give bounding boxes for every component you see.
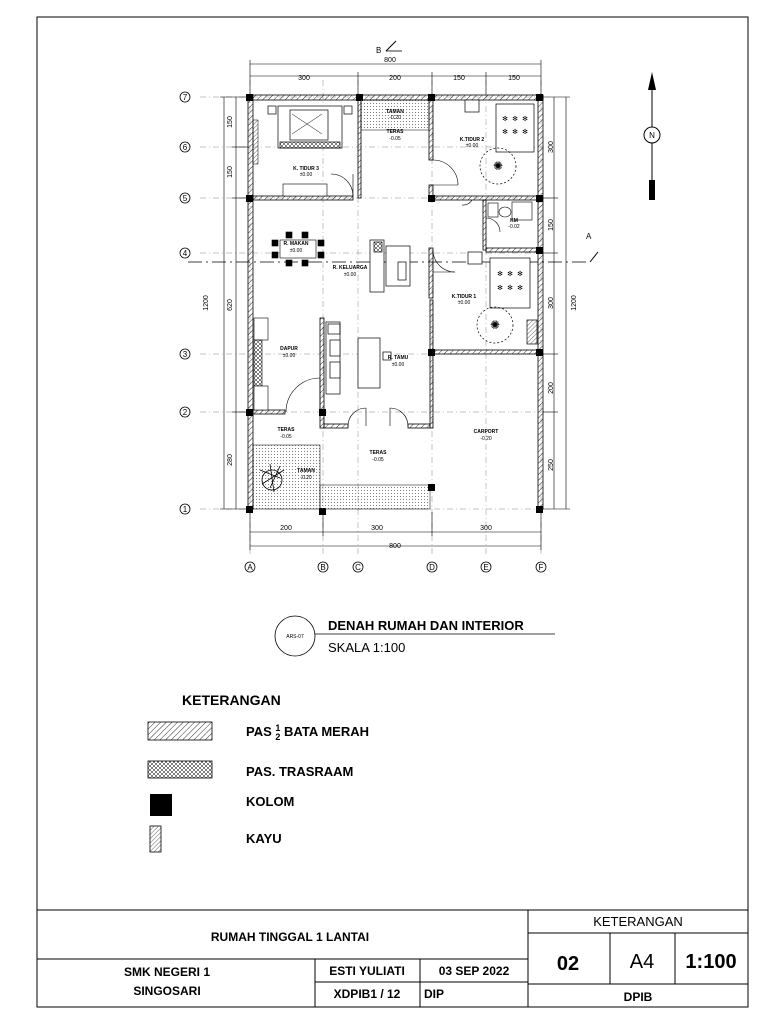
legend-item-trasraam: PAS. TRASRAAM (246, 764, 354, 779)
svg-text:-0.05: -0.05 (389, 136, 401, 142)
svg-text:-0.20: -0.20 (389, 115, 401, 121)
dim-left-total: 1200 (203, 295, 210, 311)
grid-col-d (427, 562, 437, 572)
dims-left (203, 97, 248, 509)
room-teras-left: TERAS (277, 427, 295, 433)
grid-row-2 (180, 407, 190, 417)
north-label: N (649, 131, 655, 140)
room-teras-front: TERAS (369, 450, 387, 456)
dim-bottom-1: 200 (280, 525, 292, 532)
dim-right-e: 250 (548, 459, 555, 471)
plan-title: DENAH RUMAH DAN INTERIOR (328, 618, 524, 633)
section-b-label: B (376, 46, 382, 55)
svg-text:2: 2 (182, 408, 188, 417)
svg-text:-0.05: -0.05 (280, 434, 292, 440)
svg-text:1: 1 (182, 505, 188, 514)
section-a-label: A (586, 232, 592, 241)
legend-swatch-kayu (150, 826, 161, 852)
svg-text:3: 3 (182, 350, 188, 359)
dim-right-b: 150 (548, 219, 555, 231)
svg-text:-0.05: -0.05 (372, 457, 384, 463)
legend-swatch-brick (148, 722, 212, 740)
svg-text:-0.02: -0.02 (508, 224, 520, 230)
tb-sheet-no: 02 (556, 953, 580, 975)
dims-right (543, 97, 578, 509)
tb-header: KETERANGAN (593, 914, 683, 929)
svg-text:✻: ✻ (512, 129, 518, 136)
floor-plan (246, 94, 543, 515)
grid-col-a (245, 562, 255, 572)
svg-text:F: F (538, 563, 544, 572)
sheet-border (37, 17, 748, 1007)
svg-text:±0.00: ±0.00 (465, 143, 479, 149)
dims-top (250, 57, 541, 94)
grid-row-4 (180, 248, 190, 258)
bed-tidur-3 (268, 106, 352, 148)
svg-text:✻: ✻ (497, 285, 503, 292)
dim-top-2: 200 (389, 75, 401, 82)
dim-right-d: 200 (548, 382, 555, 394)
dim-bottom-total: 800 (389, 543, 401, 550)
dim-bottom-3: 300 (480, 525, 492, 532)
legend-swatch-trasraam (148, 761, 212, 778)
svg-text:4: 4 (182, 249, 188, 258)
svg-text:✻: ✻ (502, 116, 508, 123)
tb-date: 03 SEP 2022 (438, 964, 510, 978)
svg-text:A: A (247, 563, 253, 572)
dim-top-total: 800 (384, 57, 396, 64)
svg-text:✻: ✻ (517, 271, 523, 278)
grid-row-3 (180, 349, 190, 359)
tb-paper: A4 (629, 951, 655, 973)
legend-item-kolom: KOLOM (246, 794, 295, 809)
dim-bottom-2: 300 (371, 525, 383, 532)
dims-bottom (250, 512, 541, 550)
dim-top-4: 150 (508, 75, 520, 82)
grid-col-b (318, 562, 328, 572)
svg-text:C: C (355, 563, 361, 572)
tb-project: RUMAH TINGGAL 1 LANTAI (210, 930, 370, 944)
legend-item-kayu: KAYU (246, 831, 282, 846)
grid-row-7 (180, 92, 190, 102)
family-sofa (370, 240, 410, 292)
desk-tidur-3 (253, 120, 258, 164)
wardrobe-tidur-3 (283, 184, 327, 196)
room-k-tidur-1: K.TIDUR 1 (451, 294, 477, 300)
tb-school-line1: SMK NEGERI 1 (123, 965, 211, 979)
dim-left-c: 620 (227, 299, 234, 311)
svg-text:-0.20: -0.20 (300, 475, 312, 481)
dim-top-1: 300 (298, 75, 310, 82)
dim-left-a: 150 (227, 116, 234, 128)
north-arrow (644, 72, 660, 200)
svg-text:D: D (429, 563, 435, 572)
dim-right-c: 300 (548, 297, 555, 309)
plan-caption (275, 616, 555, 656)
dim-right-total: 1200 (571, 295, 578, 311)
svg-text:✻: ✻ (497, 271, 503, 278)
grid-row-5 (180, 193, 190, 203)
svg-text:✻: ✻ (507, 271, 513, 278)
room-k-tidur-3: K. TIDUR 3 (293, 166, 319, 172)
svg-text:✻: ✻ (512, 116, 518, 123)
room-km: KM (510, 218, 518, 224)
svg-text:✻: ✻ (507, 285, 513, 292)
svg-text:✺: ✺ (492, 159, 504, 173)
dim-top-3: 150 (453, 75, 465, 82)
room-teras-top: TERAS (386, 129, 404, 135)
tb-drawer: ESTI YULIATI (329, 964, 405, 978)
room-r-tamu: R. TAMU (387, 355, 409, 361)
dim-left-b: 150 (227, 166, 234, 178)
svg-text:±0.00: ±0.00 (282, 353, 296, 359)
plan-scale: SKALA 1:100 (328, 640, 406, 655)
svg-text:E: E (483, 563, 489, 572)
room-r-makan: R. MAKAN (283, 241, 309, 247)
grid-row-6 (180, 142, 190, 152)
svg-text:7: 7 (182, 93, 188, 102)
legend-item-brick: PAS $^1$ 2 BATA MERAH (246, 723, 370, 742)
room-k-tidur-2: K.TIDUR 2 (459, 137, 485, 143)
svg-text:±0.00: ±0.00 (457, 300, 471, 306)
grid-col-c (353, 562, 363, 572)
svg-text:✻: ✻ (502, 129, 508, 136)
dim-right-a: 300 (548, 141, 555, 153)
legend (148, 692, 369, 852)
svg-text:±0.00: ±0.00 (343, 272, 357, 278)
svg-text:✻: ✻ (522, 116, 528, 123)
grid-col-e (481, 562, 491, 572)
svg-text:±0.00: ±0.00 (289, 248, 303, 254)
legend-swatch-kolom (150, 794, 172, 816)
tb-program: DPIB (623, 990, 653, 1004)
svg-text:±0.00: ±0.00 (299, 172, 313, 178)
guest-sofa (326, 322, 391, 394)
room-r-keluarga: R. KELUARGA (332, 265, 368, 271)
svg-text:✺: ✺ (489, 318, 501, 332)
grid-col-f (536, 562, 546, 572)
svg-text:B: B (320, 563, 326, 572)
section-line-b (376, 41, 402, 55)
ref-tag: ARS-07 (286, 634, 304, 640)
bed-tidur-1 (468, 252, 537, 344)
tb-class: XDPIB1 / 12 (333, 987, 401, 1001)
tb-scale: 1:100 (685, 951, 737, 973)
legend-title: KETERANGAN (182, 692, 281, 708)
room-dapur: DAPUR (280, 346, 298, 352)
svg-text:✻: ✻ (522, 129, 528, 136)
svg-text:✻: ✻ (517, 285, 523, 292)
svg-text:5: 5 (182, 194, 188, 203)
kitchen-counter (254, 318, 268, 410)
room-taman-top: TAMAN (386, 109, 404, 115)
tb-school-line2: SINGOSARI (133, 984, 201, 998)
teras-paving (320, 485, 430, 509)
grid-row-1 (180, 504, 190, 514)
svg-text:6: 6 (182, 143, 188, 152)
svg-text:-0.20: -0.20 (480, 436, 492, 442)
dim-left-d: 280 (227, 454, 234, 466)
svg-text:±0.00: ±0.00 (391, 362, 405, 368)
room-carport: CARPORT (473, 429, 499, 435)
tb-dept-short: DIP (424, 987, 445, 1001)
room-taman-bottom: TAMAN (297, 468, 315, 474)
